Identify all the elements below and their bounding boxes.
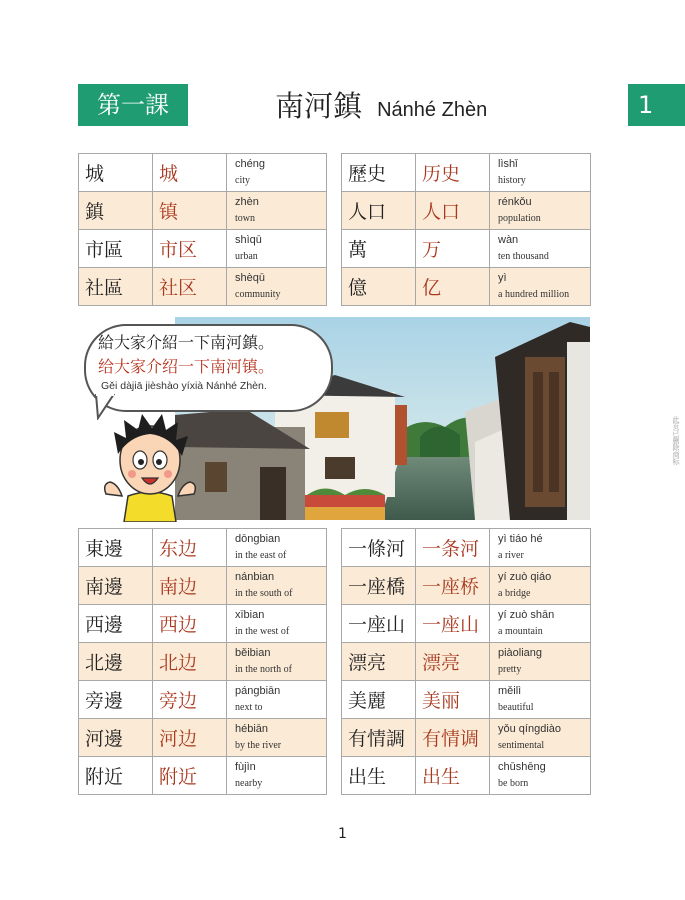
traditional-word: 出生	[342, 757, 416, 795]
vocab-row	[342, 719, 591, 757]
speech-traditional: 給大家介紹一下南河鎮。	[98, 333, 275, 352]
vocab-row	[79, 268, 327, 306]
traditional-word: 社區	[79, 268, 153, 306]
simplified-word: 旁边	[153, 681, 227, 719]
word-english: sentimental	[498, 740, 545, 751]
cartoon-boy-illustration	[100, 410, 200, 522]
word-pinyin: zhèn	[235, 196, 259, 208]
definition-cell	[227, 567, 327, 605]
word-pinyin: měilì	[498, 685, 522, 697]
vocab-table-bottom-left	[78, 528, 327, 795]
word-pinyin: lìshǐ	[498, 158, 518, 170]
definition-cell	[227, 643, 327, 681]
traditional-word: 市區	[79, 230, 153, 268]
vocab-row	[342, 605, 591, 643]
word-pinyin: xībian	[235, 609, 265, 621]
traditional-word: 歷史	[342, 154, 416, 192]
word-pinyin: yí zuò shān	[498, 609, 555, 621]
definition-cell	[490, 681, 591, 719]
word-pinyin: hébiān	[235, 723, 269, 735]
simplified-word: 万	[416, 230, 490, 268]
word-english: ten thousand	[498, 251, 549, 262]
definition-cell	[227, 605, 327, 643]
vocab-row	[79, 605, 327, 643]
vocab-row	[342, 268, 591, 306]
simplified-word: 城	[153, 154, 227, 192]
traditional-word: 河邊	[79, 719, 153, 757]
vocab-row	[79, 567, 327, 605]
word-english: a bridge	[498, 588, 531, 599]
traditional-word: 美麗	[342, 681, 416, 719]
traditional-word: 一座橋	[342, 567, 416, 605]
side-note: 此页已删除商标	[672, 416, 680, 465]
vocab-row	[342, 529, 591, 567]
traditional-word: 鎮	[79, 192, 153, 230]
word-english: in the north of	[235, 664, 292, 675]
word-english: a river	[498, 550, 524, 561]
simplified-word: 附近	[153, 757, 227, 795]
vocab-row	[79, 757, 327, 795]
word-english: community	[235, 289, 281, 300]
simplified-word: 漂亮	[416, 643, 490, 681]
vocab-row	[79, 192, 327, 230]
definition-cell	[227, 192, 327, 230]
word-pinyin: wàn	[498, 234, 519, 246]
traditional-word: 有情調	[342, 719, 416, 757]
word-english: beautiful	[498, 702, 534, 713]
word-pinyin: chéng	[235, 158, 265, 170]
word-english: in the south of	[235, 588, 293, 599]
title-pinyin: Nánhé Zhèn	[377, 99, 488, 121]
word-english: history	[498, 175, 526, 186]
traditional-word: 南邊	[79, 567, 153, 605]
word-english: town	[235, 213, 255, 224]
word-english: next to	[235, 702, 263, 713]
definition-cell	[490, 268, 591, 306]
word-english: population	[498, 213, 541, 224]
speech-pinyin: Gěi dàjiā jièshào yíxià Nánhé Zhèn.	[101, 380, 267, 392]
vocab-row	[342, 154, 591, 192]
definition-cell	[490, 567, 591, 605]
vocab-table-top-left	[78, 153, 327, 306]
simplified-word: 出生	[416, 757, 490, 795]
traditional-word: 附近	[79, 757, 153, 795]
vocab-row	[79, 681, 327, 719]
word-pinyin: yí zuò qiáo	[498, 571, 552, 583]
word-pinyin: yǒu qíngdiào	[498, 723, 561, 735]
definition-cell	[490, 643, 591, 681]
traditional-word: 北邊	[79, 643, 153, 681]
simplified-word: 北边	[153, 643, 227, 681]
word-english: city	[235, 175, 250, 186]
vocab-row	[79, 230, 327, 268]
word-pinyin: pángbiān	[235, 685, 281, 697]
word-pinyin: yì tiáo hé	[498, 533, 543, 545]
simplified-word: 镇	[153, 192, 227, 230]
definition-cell	[490, 529, 591, 567]
lesson-badge: 第一課	[78, 84, 188, 126]
word-english: in the east of	[235, 550, 287, 561]
page-tab: 1	[628, 84, 685, 126]
definition-cell	[490, 192, 591, 230]
simplified-word: 美丽	[416, 681, 490, 719]
definition-cell	[227, 268, 327, 306]
definition-cell	[227, 529, 327, 567]
simplified-word: 一条河	[416, 529, 490, 567]
traditional-word: 西邊	[79, 605, 153, 643]
definition-cell	[227, 681, 327, 719]
vocab-row	[79, 719, 327, 757]
vocab-row	[342, 192, 591, 230]
page-number: 1	[338, 826, 347, 842]
word-pinyin: běibian	[235, 647, 271, 659]
simplified-word: 社区	[153, 268, 227, 306]
word-english: urban	[235, 251, 258, 262]
vocab-table-top-right	[341, 153, 591, 306]
word-english: pretty	[498, 664, 522, 675]
vocab-table-bottom-right	[341, 528, 591, 795]
word-pinyin: nánbian	[235, 571, 275, 583]
traditional-word: 東邊	[79, 529, 153, 567]
definition-cell	[227, 757, 327, 795]
traditional-word: 旁邊	[79, 681, 153, 719]
word-english: nearby	[235, 778, 263, 789]
definition-cell	[227, 230, 327, 268]
simplified-word: 河边	[153, 719, 227, 757]
word-english: a hundred million	[498, 289, 570, 300]
word-pinyin: yì	[498, 272, 507, 284]
traditional-word: 萬	[342, 230, 416, 268]
definition-cell	[227, 719, 327, 757]
vocab-row	[79, 643, 327, 681]
vocab-row	[342, 230, 591, 268]
definition-cell	[490, 154, 591, 192]
word-english: by the river	[235, 740, 282, 751]
vocab-row	[342, 681, 591, 719]
simplified-word: 西边	[153, 605, 227, 643]
simplified-word: 历史	[416, 154, 490, 192]
simplified-word: 人口	[416, 192, 490, 230]
traditional-word: 城	[79, 154, 153, 192]
word-pinyin: piàoliang	[498, 647, 543, 659]
definition-cell	[227, 154, 327, 192]
word-pinyin: fùjìn	[235, 761, 256, 773]
word-english: a mountain	[498, 626, 543, 637]
word-pinyin: shèqū	[235, 272, 265, 284]
title-chinese: 南河鎮	[275, 89, 363, 123]
simplified-word: 一座桥	[416, 567, 490, 605]
definition-cell	[490, 757, 591, 795]
simplified-word: 有情调	[416, 719, 490, 757]
traditional-word: 億	[342, 268, 416, 306]
page-title	[275, 86, 487, 126]
traditional-word: 一條河	[342, 529, 416, 567]
vocab-row	[342, 567, 591, 605]
vocab-row	[79, 529, 327, 567]
definition-cell	[490, 605, 591, 643]
simplified-word: 市区	[153, 230, 227, 268]
simplified-word: 亿	[416, 268, 490, 306]
traditional-word: 人口	[342, 192, 416, 230]
simplified-word: 一座山	[416, 605, 490, 643]
traditional-word: 一座山	[342, 605, 416, 643]
word-pinyin: chūshēng	[498, 761, 546, 773]
vocab-row	[342, 757, 591, 795]
word-pinyin: dōngbian	[235, 533, 281, 545]
definition-cell	[490, 719, 591, 757]
definition-cell	[490, 230, 591, 268]
traditional-word: 漂亮	[342, 643, 416, 681]
vocab-row	[342, 643, 591, 681]
word-english: be born	[498, 778, 529, 789]
word-pinyin: shìqū	[235, 234, 262, 246]
simplified-word: 东边	[153, 529, 227, 567]
vocab-row	[79, 154, 327, 192]
word-pinyin: rénkǒu	[498, 196, 532, 208]
word-english: in the west of	[235, 626, 290, 637]
speech-simplified: 给大家介绍一下南河镇。	[98, 357, 275, 376]
simplified-word: 南边	[153, 567, 227, 605]
